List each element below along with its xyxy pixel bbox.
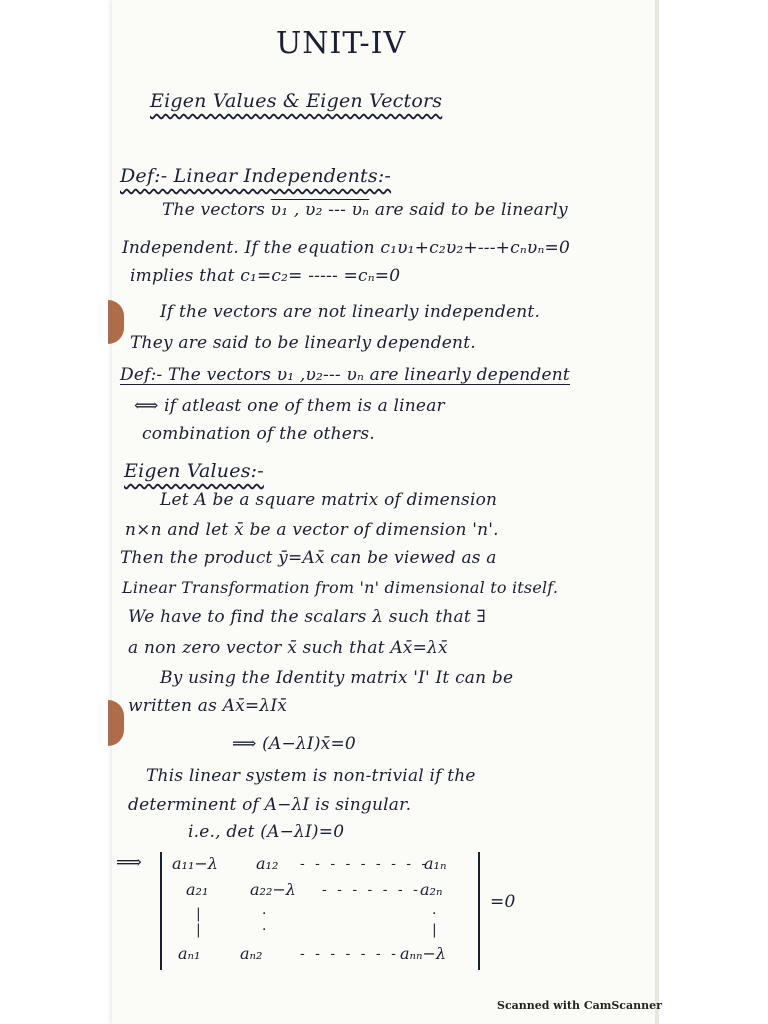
def1-vectors: υ₁ , υ₂ --- υₙ [270, 200, 370, 220]
cell-r1c3: a₁ₙ [424, 854, 447, 873]
eigen-line-1: Let A be a square matrix of dimension [160, 490, 498, 510]
def1-line-4: If the vectors are not linearly independent. [160, 302, 541, 322]
eigen-line-8: written as Ax̄=λIx̄ [128, 696, 288, 716]
det-bar-right [478, 852, 480, 970]
def1-line-1a: The vectors [162, 200, 271, 220]
eigen-line-3: Then the product ȳ=Ax̄ can be viewed as a [120, 548, 497, 568]
eigen-line-10: This linear system is non-trivial if the [146, 766, 476, 786]
cell-r2c1: a₂₁ [186, 880, 209, 899]
implies-arrow: ⟹ [116, 852, 143, 873]
def1-heading: Def:- Linear Independents:- [120, 165, 392, 187]
cell-r4c3: aₙₙ−λ [400, 944, 447, 963]
eigen-line-9: ⟹ (A−λI)x̄=0 [232, 734, 356, 754]
col-dots: · [262, 922, 267, 938]
page-subtitle: Eigen Values & Eigen Vectors [150, 90, 443, 112]
def1-line-3: implies that c₁=c₂= ----- =cₙ=0 [130, 266, 401, 286]
cell-r4c1: aₙ₁ [178, 944, 201, 963]
def1-line-2: Independent. If the equation c₁υ₁+c₂υ₂+---+cₙυₙ=0 [122, 238, 570, 258]
eigen-line-5: We have to find the scalars λ such that ∃ [128, 607, 486, 627]
row-dots: - - - - - - - [300, 946, 399, 962]
eigen-heading: Eigen Values:- [124, 460, 264, 482]
eigen-line-7: By using the Identity matrix 'I' It can be [160, 668, 514, 688]
def2-line-2: ⟺ if atleast one of them is a linear [134, 396, 445, 416]
cell-r2c3: a₂ₙ [420, 880, 443, 899]
def2-line-1: Def:- The vectors υ₁ ,υ₂--- υₙ are linearly dependent [120, 365, 570, 385]
eigen-line-11: determinent of A−λI is singular. [128, 795, 412, 815]
col-dots: · [262, 906, 267, 922]
def1-line-1 [162, 200, 568, 220]
scanner-watermark: Scanned with CamScanner [497, 999, 662, 1012]
row-dots: - - - - - - - [322, 882, 421, 898]
cell-r2c2: a₂₂−λ [250, 880, 296, 899]
eigen-line-12: i.e., det (A−λI)=0 [188, 822, 345, 842]
col-dots: | [196, 906, 201, 922]
cell-r4c2: aₙ₂ [240, 944, 263, 963]
page-title: UNIT-IV [276, 26, 407, 61]
col-dots: · [432, 906, 437, 922]
col-dots: | [196, 922, 201, 938]
def2-line-3: combination of the others. [142, 424, 375, 444]
eigen-line-2: n×n and let x̄ be a vector of dimension 'n'. [125, 520, 499, 540]
det-equals-zero: =0 [490, 892, 516, 912]
def1-line-5: They are said to be linearly dependent. [130, 333, 476, 353]
col-dots: | [432, 922, 437, 938]
cell-r1c1: a₁₁−λ [172, 854, 218, 873]
det-bar-left [160, 852, 162, 970]
eigen-line-4: Linear Transformation from 'n' dimensional to itself. [122, 578, 559, 597]
def1-line-1b: are said to be linearly [369, 200, 568, 220]
cell-r1c2: a₁₂ [256, 854, 279, 873]
page-edge [655, 0, 659, 1024]
row-dots: - - - - - - - - - [300, 856, 430, 872]
eigen-line-6: a non zero vector x̄ such that Ax̄=λx̄ [128, 638, 448, 658]
